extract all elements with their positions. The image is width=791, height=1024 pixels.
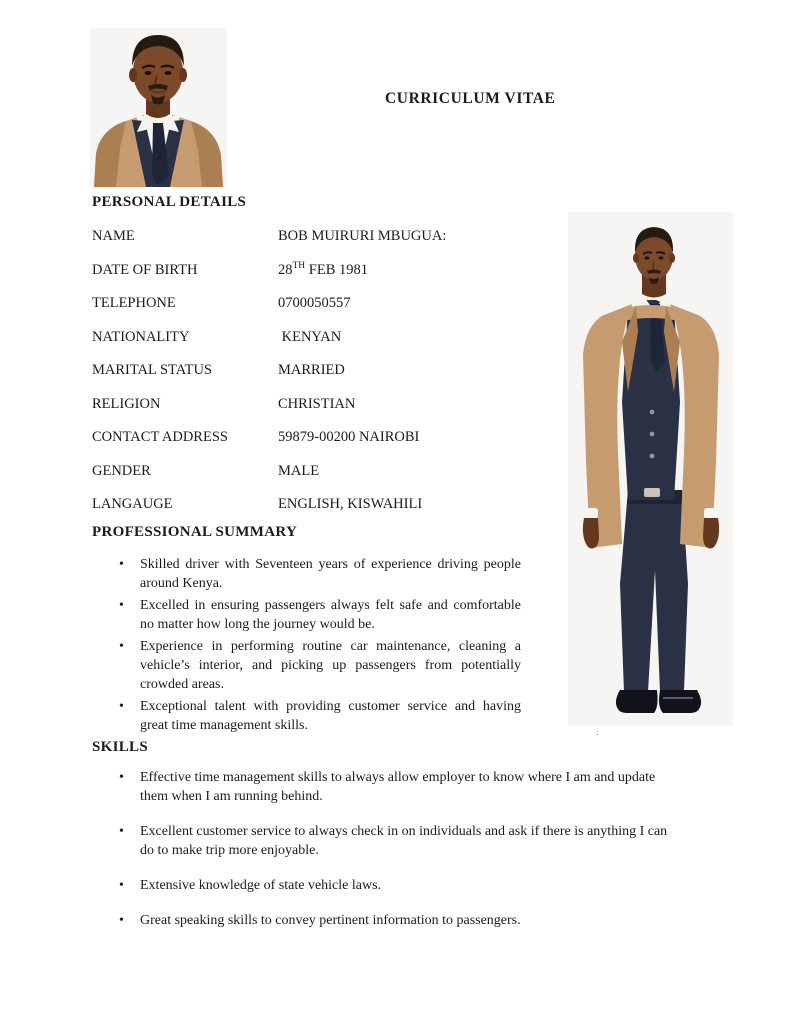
full-body-photo: [568, 212, 733, 726]
detail-value: MALE: [278, 462, 320, 479]
personal-details-list: [92, 228, 522, 530]
detail-row-telephone: [92, 295, 522, 329]
personal-details-heading: PERSONAL DETAILS: [92, 194, 247, 210]
detail-label: RELIGION: [92, 395, 161, 412]
detail-row-marital-status: [92, 362, 522, 396]
detail-row-name: [92, 228, 522, 262]
page-title: CURRICULUM VITAE: [385, 90, 556, 107]
detail-label: GENDER: [92, 462, 151, 479]
skills-list: [117, 768, 679, 946]
skill-bullet: • Great speaking skills to convey pertinent information to passengers.: [117, 911, 679, 930]
skill-bullet: • Effective time management skills to always allow employer to know where I am and update them when I am running behind.: [117, 768, 679, 806]
skill-bullet: • Excellent customer service to always check in on individuals and ask if there is anything I can do to make trip more enjoyable.: [117, 822, 679, 860]
skill-bullet: • Extensive knowledge of state vehicle laws.: [117, 876, 679, 895]
headshot-illustration: [90, 28, 227, 187]
detail-label: NAME: [92, 228, 135, 244]
detail-value: BOB MUIRURI MBUGUA:: [278, 228, 447, 244]
stray-scan-mark: :: [596, 727, 599, 737]
detail-row-gender: [92, 463, 522, 497]
skills-heading: SKILLS: [92, 739, 148, 755]
detail-label: NATIONALITY: [92, 328, 190, 345]
summary-bullet: • Exceptional talent with providing customer service and having great time management skills.: [117, 697, 521, 735]
detail-value: KENYAN: [278, 328, 342, 345]
full-body-illustration: [568, 212, 733, 726]
detail-value: 59879-00200 NAIROBI: [278, 429, 420, 446]
detail-value: ENGLISH, KISWAHILI: [278, 496, 423, 513]
detail-label: DATE OF BIRTH: [92, 261, 198, 278]
professional-summary-list: [117, 555, 521, 738]
detail-row-nationality: [92, 329, 522, 363]
detail-label: TELEPHONE: [92, 295, 176, 312]
detail-row-religion: [92, 396, 522, 430]
summary-bullet: • Experience in performing routine car maintenance, cleaning a vehicle’s interior, and picking up passengers from potentially crowded areas.: [117, 637, 521, 694]
professional-summary-heading: PROFESSIONAL SUMMARY: [92, 524, 298, 540]
summary-bullet: • Excelled in ensuring passengers always felt safe and comfortable no matter how long the journey would be.: [117, 596, 521, 634]
detail-label: MARITAL STATUS: [92, 362, 212, 379]
ordinal-superscript: TH: [292, 260, 306, 271]
detail-value: 28TH FEB 1981: [278, 260, 369, 278]
detail-label: LANGAUGE: [92, 496, 173, 513]
detail-row-date-of-birth: [92, 262, 522, 296]
detail-value: 0700050557: [278, 295, 351, 312]
detail-label: CONTACT ADDRESS: [92, 429, 228, 446]
detail-row-contact-address: [92, 429, 522, 463]
summary-bullet: • Skilled driver with Seventeen years of experience driving people around Kenya.: [117, 555, 521, 593]
detail-value: MARRIED: [278, 362, 345, 379]
headshot-photo: [90, 28, 227, 187]
detail-value: CHRISTIAN: [278, 395, 356, 412]
